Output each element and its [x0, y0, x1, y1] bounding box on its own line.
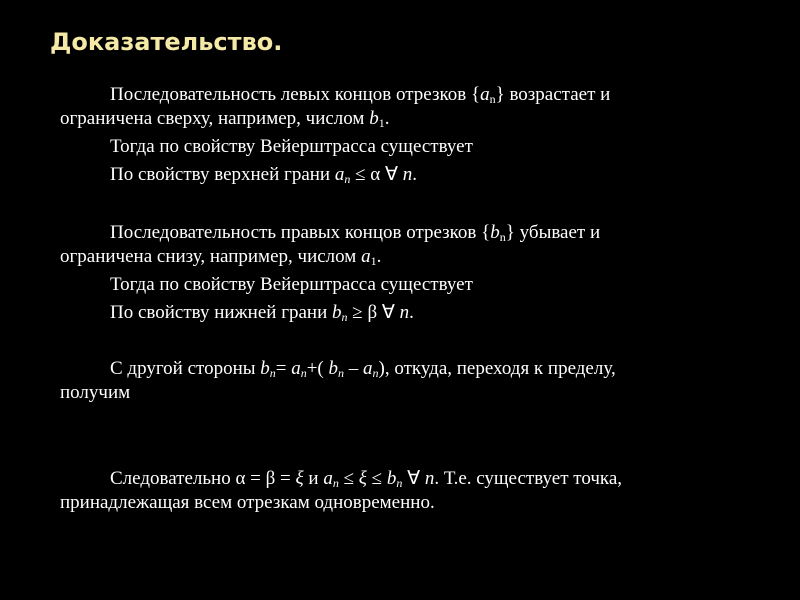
text-line: По свойству верхней грани $a_n \le \alpha$ ∀ n.: [110, 164, 417, 186]
paragraph-conclusion: [60, 467, 740, 515]
slide-title: Доказательство.: [50, 28, 283, 56]
text-line: Следовательно α = β = ξ и $a_n \le \xi \le b_n$ ∀ n. Т.е. существует точка,: [110, 468, 623, 490]
paragraph-right-ends: [60, 221, 740, 325]
text-line: С другой стороны $b_n= a_n+$( $b_n - a_n$), откуда, переходя к пределу,: [110, 358, 616, 380]
text-line: ограничена сверху, например, числом $b_1$.: [60, 108, 390, 130]
text-line: ограничена снизу, например, числом $a_1$.: [60, 246, 382, 268]
text-line: принадлежащая всем отрезкам одновременно.: [60, 492, 435, 513]
paragraph-left-ends: [60, 83, 740, 187]
paragraph-other-side: [60, 357, 740, 405]
text-line: Последовательность правых концов отрезков $\{b_n\}$ убывает и: [110, 222, 601, 244]
text-line: Тогда по свойству Вейерштрасса существует: [110, 136, 473, 157]
text-line: По свойству нижней грани $b_n \ge \beta$ ∀ n.: [110, 302, 414, 324]
text-line: получим: [60, 382, 131, 403]
text-line: Последовательность левых концов отрезков $\{a_n\}$ возрастает и: [110, 84, 611, 106]
text-line: Тогда по свойству Вейерштрасса существует: [110, 274, 473, 295]
